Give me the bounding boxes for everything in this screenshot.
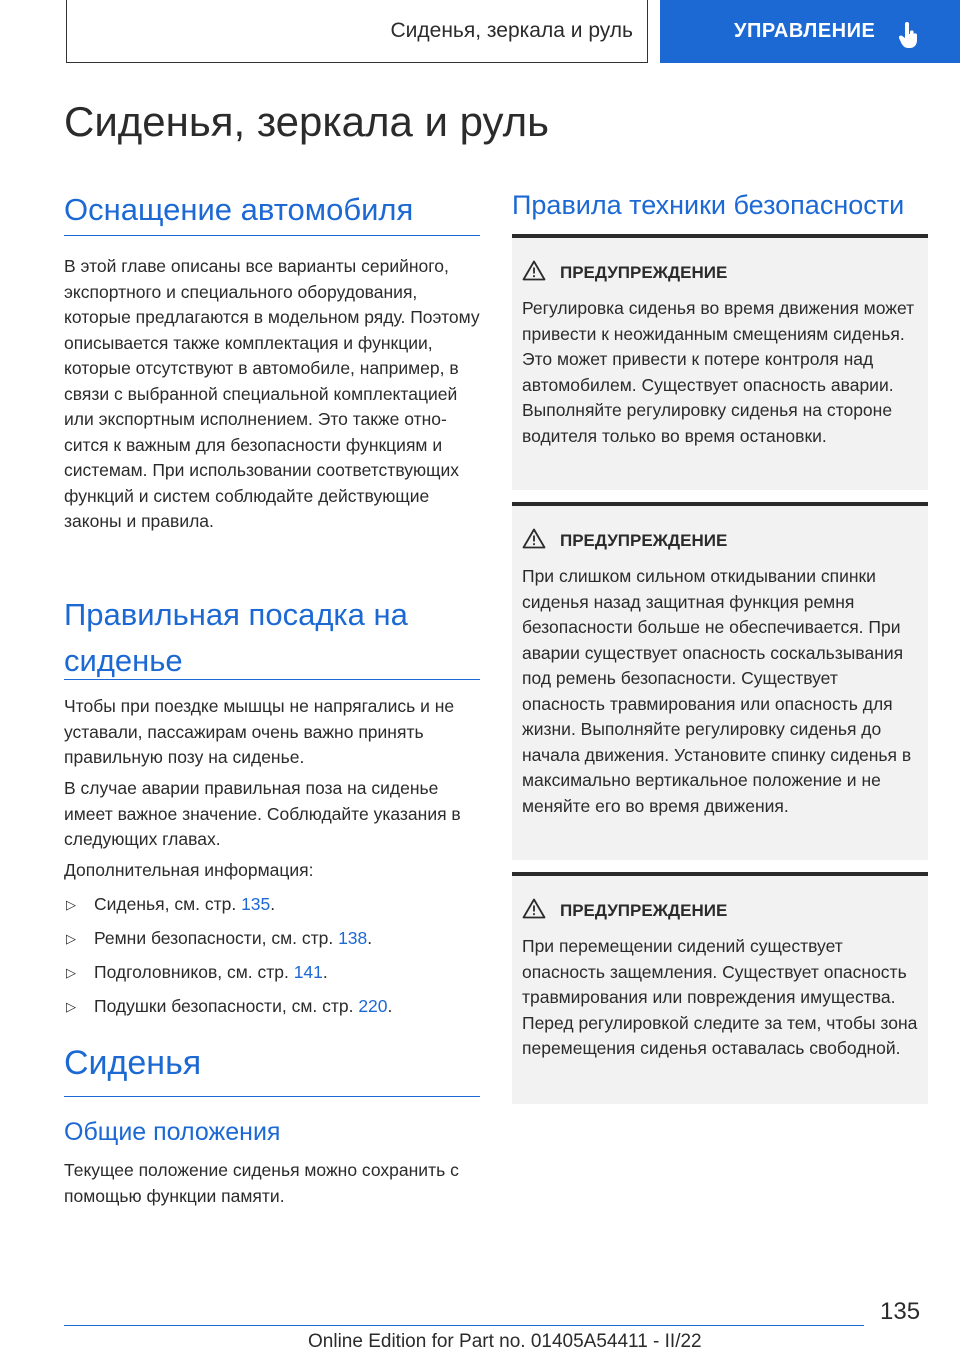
ref-text: Сиденья, см. стр.: [94, 894, 242, 914]
warning-text: При слишком сильном откидывании спинки сиденья назад защитная функция ремня безопасности больше не обеспечивается. При аварии существует опасность соскальзывания под ремень безопасности. Существует опасность травмирования или опасность для жизни. Выполняйте регулировку сиденья до начала движения. Установите спинку сиденья в максимально вертикальное положение и не меняйте его во время движения.: [522, 566, 912, 816]
ref-end: .: [270, 894, 276, 914]
footer-edition: Online Edition for Part no. 01405A54411 - II/22: [308, 1331, 702, 1352]
heading-safety: Правила техники безопасности: [512, 190, 905, 220]
page-link[interactable]: 220: [358, 996, 388, 1016]
heading-posture: Правильная посадка на сиденье: [64, 597, 408, 678]
ref-end: .: [322, 962, 328, 982]
chapter-tab[interactable]: [660, 0, 960, 63]
warning-header: [522, 898, 920, 924]
ref-end: .: [387, 996, 393, 1016]
reference-list: [64, 892, 480, 1028]
ref-text: Подушки безопасности, см. стр.: [94, 996, 359, 1016]
ref-end: .: [367, 928, 373, 948]
page-link[interactable]: 135: [241, 894, 271, 914]
list-item: [64, 994, 480, 1028]
chapter-label: УПРАВЛЕНИЕ: [734, 20, 876, 42]
list-item: [64, 926, 480, 960]
list-item: [64, 892, 480, 926]
triangle-bullet-icon: ▷: [66, 999, 76, 1014]
hand-pointer-icon: [898, 22, 920, 56]
page-title: Сиденья, зеркала и руль: [64, 98, 549, 145]
heading-rule: [64, 235, 480, 236]
warning-header: [522, 260, 920, 286]
warning-box: [512, 502, 928, 860]
subheading-general: Общие положения: [64, 1118, 281, 1146]
posture-text-1: Чтобы при поездке мышцы не напрягались и не уставали, пассажирам очень важно принять правильную позу на сиденье.: [64, 696, 455, 767]
warning-triangle-icon: [522, 260, 546, 286]
warning-label: ПРЕДУПРЕЖДЕНИЕ: [560, 531, 728, 550]
page-link[interactable]: 141: [293, 962, 323, 982]
warning-box: [512, 234, 928, 490]
page-link[interactable]: 138: [338, 928, 368, 948]
page-number: 135: [880, 1298, 921, 1325]
ref-text: Ремни безопасности, см. стр.: [94, 928, 339, 948]
seats-text: Текущее положение сиденья можно сохранить с помощью функции памяти.: [64, 1160, 459, 1206]
warning-triangle-icon: [522, 528, 546, 554]
warning-text: Регулировка сиденья во время движения может привести к неожиданным смещениям сиденья. Это может привести к потере контроля над автомобилем. Существует опасность аварии. Выполняйте регулировку сиденья на стороне водителя только во время остановки.: [522, 298, 915, 446]
running-header-section: [66, 0, 648, 63]
warning-header: [522, 528, 920, 554]
heading-equipment: Оснащение автомобиля: [64, 192, 414, 227]
heading-rule: [64, 679, 480, 680]
equipment-text: В этой главе описаны все варианты серийного, экспортного и специального оборудования, которые предлагаются в модельном ряду. Поэтому описывается также комплектация и функции, которые отсутствуют в автомобиле, например, в связи с выбранной специальной комплектацией или экспортным исполнением. Это также относится к важным для безопасности функциям и системам. При использовании соответствующих функций и систем соблюдайте действующие законы и правила.: [64, 256, 480, 531]
posture-text-3: Дополнительная информация:: [64, 860, 314, 880]
ref-text: Подголовников, см. стр.: [94, 962, 294, 982]
posture-text-2: В случае аварии правильная поза на сиденье имеет важное значение. Соблюдайте указания в следующих главах.: [64, 778, 461, 849]
heading-seats: Сиденья: [64, 1044, 202, 1082]
heading-rule: [64, 1096, 480, 1097]
list-item: [64, 960, 480, 994]
warning-label: ПРЕДУПРЕЖДЕНИЕ: [560, 901, 728, 920]
triangle-bullet-icon: ▷: [66, 965, 76, 980]
running-header-text: Сиденья, зеркала и руль: [390, 19, 633, 42]
warning-triangle-icon: [522, 898, 546, 924]
warning-box: [512, 872, 928, 1104]
warning-label: ПРЕДУПРЕЖДЕНИЕ: [560, 263, 728, 282]
triangle-bullet-icon: ▷: [66, 897, 76, 912]
warning-text: При перемещении сидений существует опасность защемления. Существует опасность травмирования или повреждения имущества. Перед регулировкой следите за тем, чтобы зона перемещения сиденья оставалась свободной.: [522, 936, 918, 1058]
footer-rule: [64, 1325, 864, 1326]
triangle-bullet-icon: ▷: [66, 931, 76, 946]
